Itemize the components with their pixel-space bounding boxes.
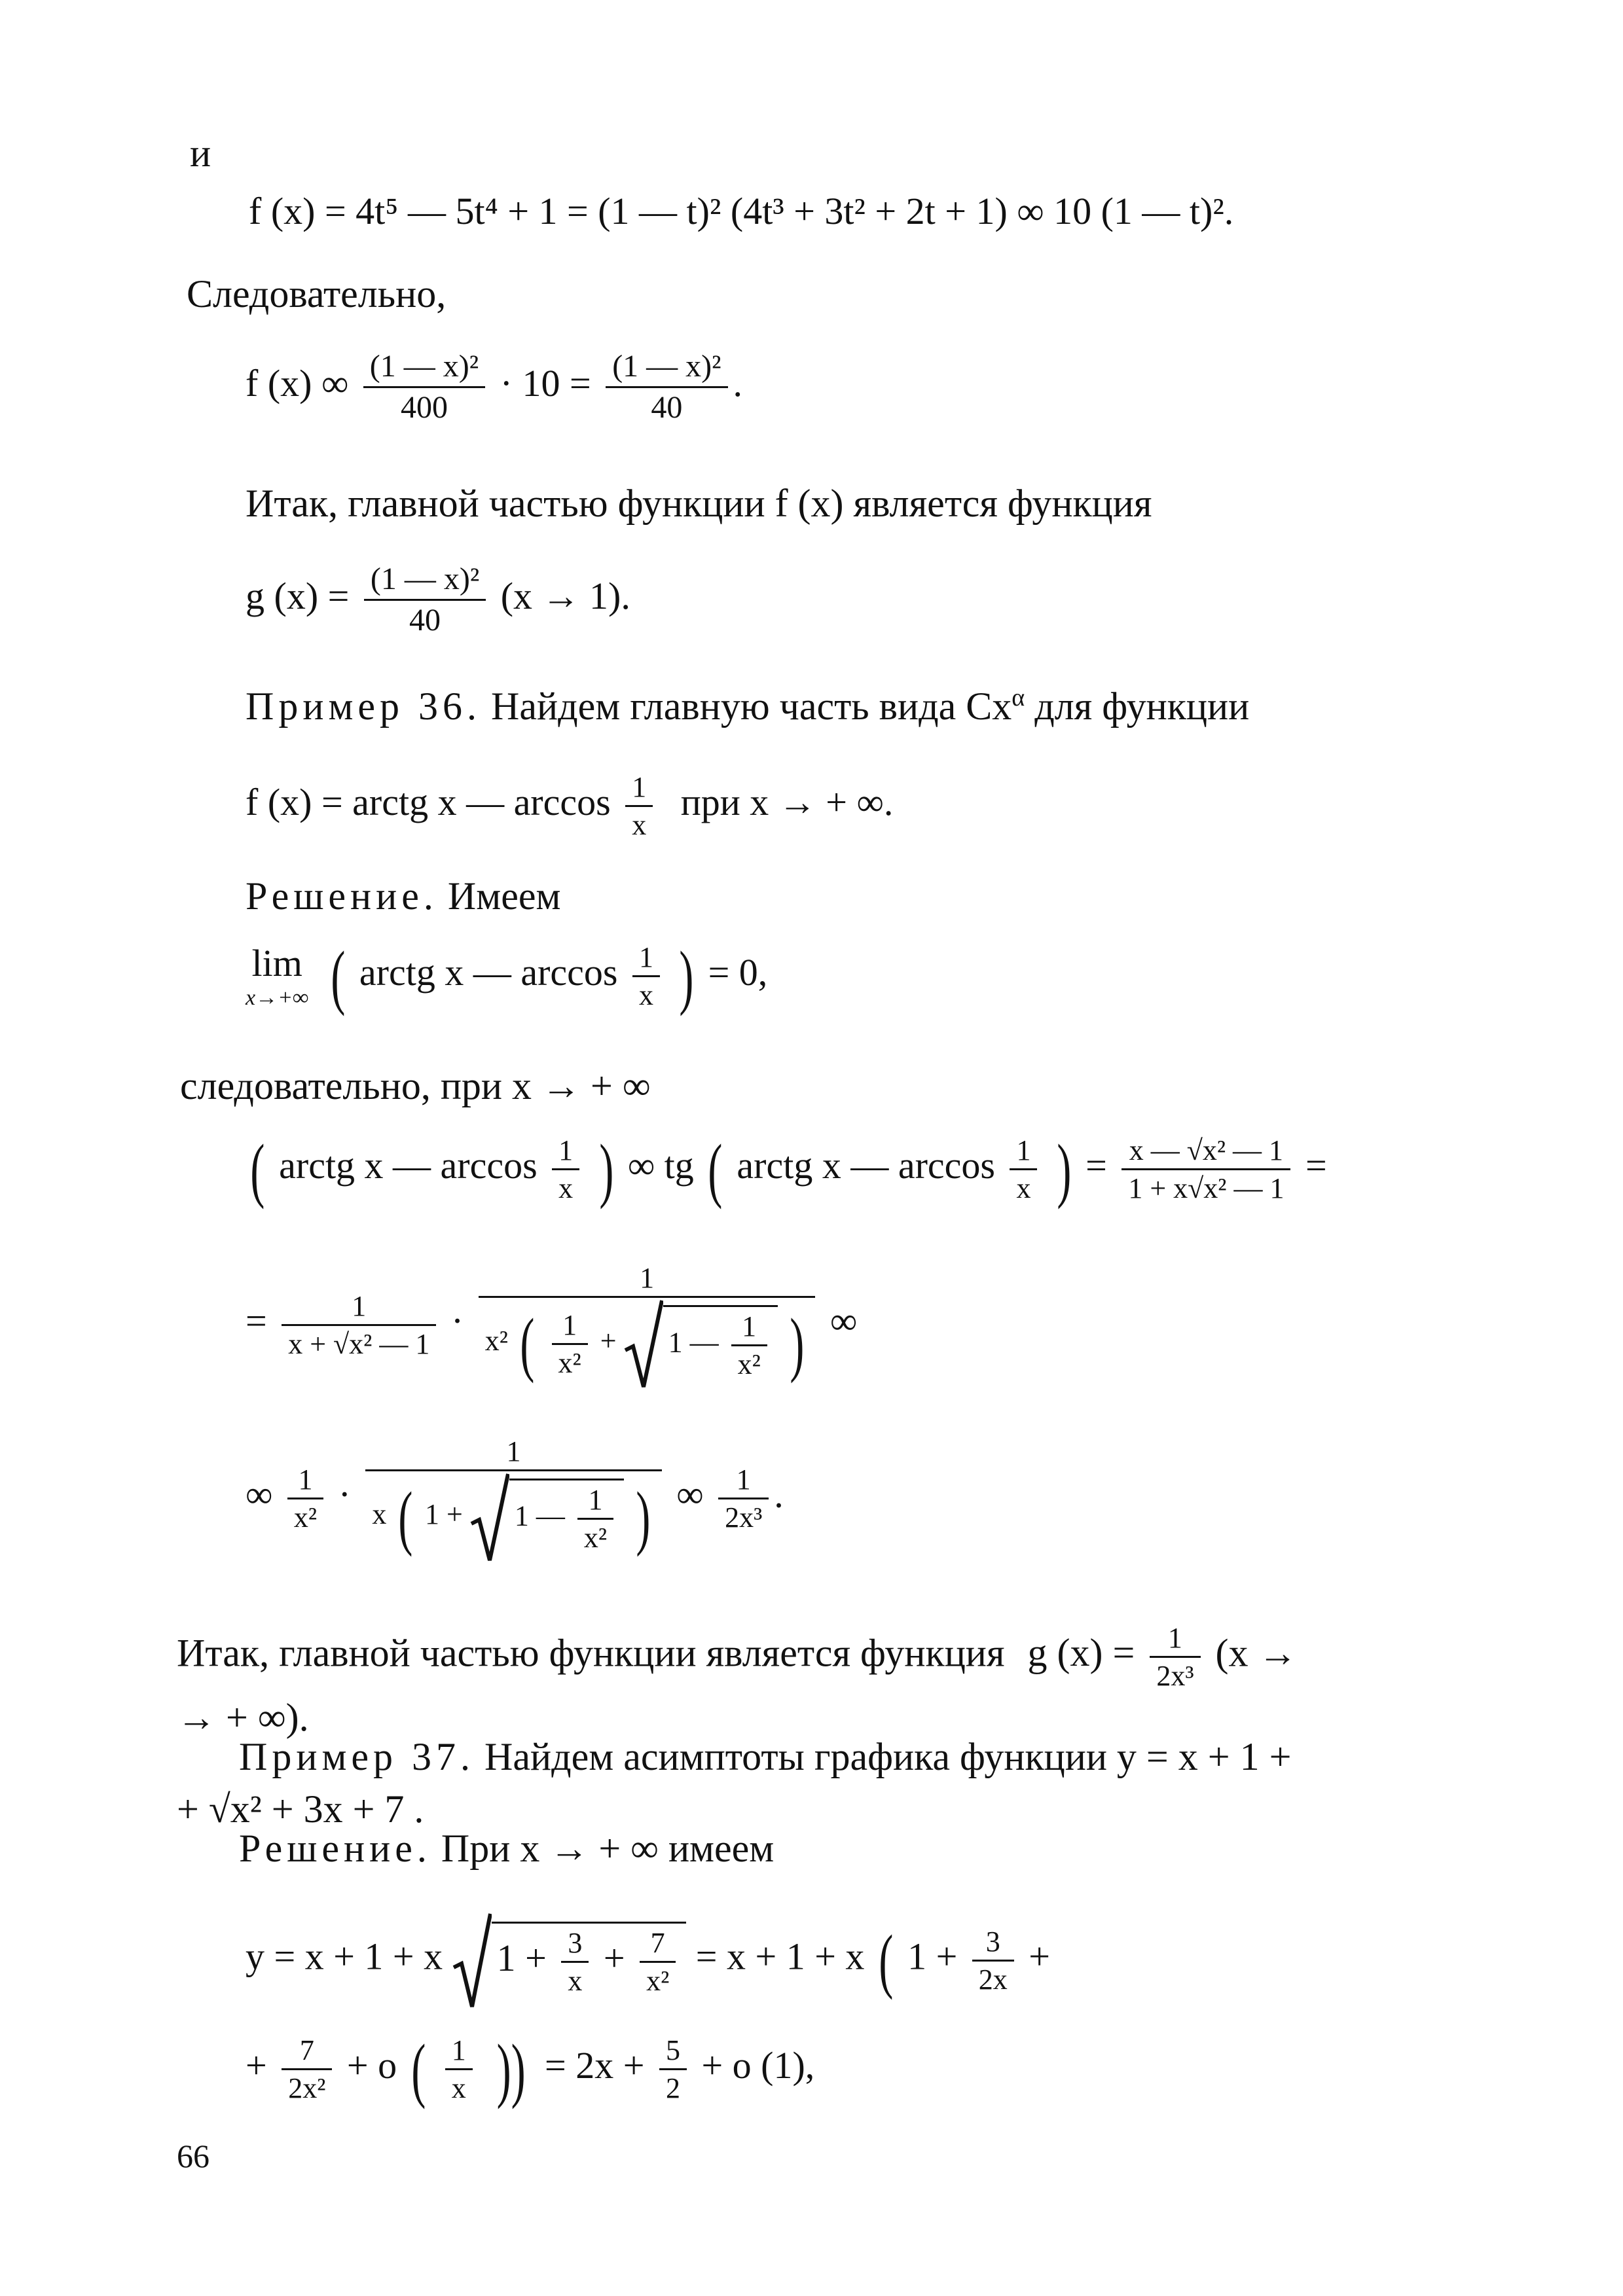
- y-plus-end: +: [1029, 1935, 1050, 1978]
- g2-fraction: [1150, 1620, 1200, 1694]
- formula-y-expansion: [246, 1911, 1050, 2009]
- y-frac-3: [972, 1924, 1014, 1998]
- formula-equivalence-2: [246, 1260, 857, 1390]
- solution-2-text: При x → + ∞ имеем: [441, 1827, 775, 1870]
- text-conclusion-2-tail: → + ∞).: [177, 1696, 309, 1739]
- limit-operator: [246, 942, 308, 1011]
- e2-one-minus: 1 —: [668, 1326, 719, 1359]
- y-frac-3-num: 3: [972, 1924, 1014, 1962]
- f36-fraction: [625, 769, 653, 843]
- solution-1-text: Имеем: [447, 874, 561, 918]
- e1-eq-2: =: [1305, 1143, 1327, 1187]
- y-rad-frac-1: [561, 1925, 589, 1999]
- y2-frac-1-den: 2x²: [288, 2072, 326, 2104]
- e1-arctg-2: arctg x — arccos: [737, 1143, 995, 1187]
- formula-limit: [246, 936, 768, 1016]
- e3-paren-close: ): [636, 1477, 651, 1557]
- g2-tail: (x →: [1215, 1631, 1298, 1675]
- e2-frac-1: [282, 1288, 436, 1362]
- text-consequently-at: следовательно, при x → + ∞: [180, 1064, 651, 1107]
- lim-tail: = 0,: [708, 950, 768, 994]
- f36-tail: при x → + ∞.: [680, 780, 894, 823]
- y2-frac-2-den: x: [451, 2072, 466, 2104]
- y-rad-plus: +: [603, 1936, 625, 1979]
- e2-frac-1-num: 1: [282, 1288, 436, 1326]
- y2-final: = 2x +: [545, 2043, 645, 2087]
- y-radical: [452, 1911, 687, 2009]
- f2-lhs: f (x) ∞: [246, 361, 349, 404]
- e3-paren-open: (: [398, 1477, 413, 1557]
- y-rad-frac-2-den: x²: [646, 1965, 670, 1997]
- formula-f-equivalence: f (x) ∞ $\frac{\text{(1 — x)²}}{400}$ · 10 = $\frac{\text{(1 — x)²}}{40}$ .: [246, 347, 742, 427]
- f36-lhs: f (x) = arctg x — arccos: [246, 780, 611, 823]
- y-eq: = x + 1 + x: [695, 1935, 865, 1978]
- e3-rad-num: 1: [577, 1482, 613, 1520]
- paren-open: (: [331, 936, 346, 1016]
- e1-frac-1: [552, 1132, 579, 1206]
- e3-frac-3-num: 1: [718, 1462, 769, 1499]
- y2-o: + o: [346, 2043, 397, 2087]
- text-and: и: [190, 132, 211, 175]
- f2-mid: · 10 =: [500, 361, 591, 404]
- formula-polynomial-expansion: f (x) = 4t⁵ — 5t⁴ + 1 = (1 — t)² (4t³ + 3t² + 2t + 1) ∞ 10 (1 — t)².: [249, 190, 1234, 232]
- example-36-tail: для функции: [1034, 685, 1250, 728]
- lim-word: lim: [251, 941, 302, 984]
- f2-fraction-40: [606, 347, 727, 427]
- solution-label-1: Решение.: [246, 874, 438, 918]
- e3-rad-frac: [577, 1482, 613, 1556]
- e3-radicand: [509, 1479, 624, 1556]
- e2-paren-close: ): [790, 1304, 805, 1384]
- e3-x: x: [372, 1498, 387, 1531]
- e2-radical: [624, 1298, 778, 1390]
- e1-paren-close-1: ): [599, 1129, 613, 1210]
- solution-37-heading: [239, 1826, 774, 1871]
- e2-frac-2-den: [479, 1298, 816, 1390]
- g2-den: 2x³: [1156, 1660, 1194, 1692]
- f2-fraction-400: [363, 347, 485, 427]
- e2-inner-num: 1: [552, 1307, 588, 1345]
- e2-inner-frac: [552, 1307, 588, 1381]
- formula-equivalence-3: ∞ $\frac{1}{\text{x²}}$ · 1 x ( 1 + 1 — $\frac{1}{\text{x²}}$ ) ∞ $\frac{1}{\text{2x³}}$ .: [246, 1433, 784, 1563]
- e1-eq-1: =: [1085, 1143, 1107, 1187]
- text-consequently: Следовательно,: [187, 272, 447, 315]
- e1-frac-3-den: 1 + x√x² — 1: [1128, 1172, 1285, 1204]
- y2-frac-1-num: 7: [282, 2032, 332, 2070]
- text-conclusion-2: [177, 1620, 1298, 1694]
- g1-denominator: 40: [409, 603, 441, 637]
- e3-frac-1: [287, 1462, 323, 1535]
- e2-plus: +: [600, 1325, 617, 1357]
- y-radicand: [492, 1922, 687, 1999]
- e1-paren-close-2: ): [1057, 1129, 1072, 1210]
- e3-frac-2: [365, 1433, 661, 1563]
- y2-paren-close: )): [496, 2029, 526, 2109]
- y2-frac-3: [659, 2032, 687, 2106]
- e3-radical: [470, 1471, 624, 1563]
- example-37-heading: [239, 1734, 1291, 1780]
- e1-frac-3: [1122, 1132, 1290, 1206]
- lim-body: arctg x — arccos: [359, 950, 618, 994]
- y-rad-frac-2-num: 7: [640, 1925, 676, 1963]
- solution-label-2: Решение.: [239, 1827, 431, 1870]
- formula-example-36-function: [246, 769, 893, 843]
- e2-dot: ·: [450, 1299, 464, 1342]
- e2-rad-num: 1: [731, 1308, 767, 1346]
- paren-close: ): [679, 936, 694, 1016]
- e1-frac-3-num: x — √x² — 1: [1122, 1132, 1290, 1170]
- y-rad-one-plus: 1 +: [496, 1936, 547, 1979]
- y2-paren-open: (: [410, 2029, 426, 2109]
- y-rad-frac-2: [640, 1925, 676, 1999]
- e3-frac-3: [718, 1462, 769, 1535]
- text-conclusion-1: Итак, главной частью функции f (x) является функция: [246, 482, 1152, 525]
- radical-sign-icon: [452, 1911, 492, 2009]
- y2-plus: +: [246, 2043, 267, 2087]
- e1-frac-2: [1010, 1132, 1037, 1206]
- g1-tail: (x → 1).: [500, 574, 630, 617]
- e3-frac-2-num: 1: [365, 1433, 661, 1471]
- f36-num: 1: [625, 769, 653, 807]
- e2-rad-frac: [731, 1308, 767, 1382]
- y-rad-frac-1-num: 3: [561, 1925, 589, 1963]
- e3-frac-1-num: 1: [287, 1462, 323, 1499]
- y-lhs: y = x + 1 + x: [246, 1935, 443, 1978]
- radical-sign-icon: [624, 1298, 663, 1390]
- lim-den: x: [638, 979, 653, 1011]
- lim-num: 1: [632, 939, 660, 977]
- f36-den: x: [632, 809, 647, 841]
- example-36-label: Пример 36.: [246, 685, 482, 728]
- example-37-label: Пример 37.: [239, 1735, 475, 1778]
- g1-numerator: (1 — x)²: [364, 560, 486, 601]
- formula-g-principal-part-1: [246, 560, 630, 640]
- e3-frac-1-den: x²: [293, 1501, 318, 1534]
- conclusion-2-text: Итак, главной частью функции является функция: [177, 1631, 1005, 1675]
- e3-sim-2: ∞: [676, 1473, 704, 1516]
- y2-frac-3-num: 5: [659, 2032, 687, 2070]
- e2-x2: x²: [484, 1325, 508, 1357]
- formula-equivalence-1: [246, 1129, 1327, 1210]
- e3-rad-den: x²: [583, 1522, 608, 1554]
- g1-fraction: [364, 560, 486, 640]
- e1-paren-open-1: (: [250, 1129, 265, 1210]
- page-number: 66: [177, 2138, 210, 2174]
- f2-numerator: (1 — x)²: [363, 347, 485, 388]
- e3-dot: ·: [338, 1473, 351, 1516]
- lim-subscript: x→+∞: [246, 986, 309, 1011]
- e1-tg: ∞ tg: [627, 1143, 694, 1187]
- formula-y-expansion-2: [246, 2029, 815, 2109]
- e2-eq: =: [246, 1299, 267, 1342]
- radical-sign-icon: [470, 1471, 509, 1563]
- e1-arctg-1: arctg x — arccos: [279, 1143, 538, 1187]
- e2-frac-2: [479, 1260, 816, 1390]
- e2-sim: ∞: [830, 1299, 858, 1342]
- e1-frac-2-den: x: [1016, 1172, 1031, 1204]
- f2-denominator-40: 40: [651, 390, 683, 425]
- e1-paren-open-2: (: [708, 1129, 723, 1210]
- f2-denominator-400: 400: [400, 390, 448, 425]
- e3-sim-1: ∞: [246, 1473, 273, 1516]
- g2-num: 1: [1150, 1620, 1200, 1658]
- f2-numerator-2: (1 — x)²: [606, 347, 727, 388]
- y-rad-frac-1-den: x: [568, 1965, 583, 1997]
- y-paren-open: (: [879, 1920, 894, 2000]
- lim-fraction: [632, 939, 660, 1013]
- example-36-text: Найдем главную часть вида Cx: [491, 685, 1012, 728]
- e3-frac-3-den: 2x³: [725, 1501, 763, 1534]
- e2-frac-2-num: 1: [479, 1260, 816, 1298]
- y2-frac-2: [445, 2032, 473, 2106]
- e2-frac-1-den: x + √x² — 1: [288, 1327, 430, 1360]
- example-37-text: Найдем асимптоты графика функции y = x + 1 +: [484, 1735, 1292, 1778]
- example-36-heading: [246, 684, 1249, 729]
- y2-frac-1: [282, 2032, 332, 2106]
- y2-o1: + o (1),: [701, 2043, 815, 2087]
- solution-36-heading: [246, 874, 560, 919]
- e2-rad-den: x²: [737, 1348, 761, 1380]
- e1-frac-1-den: x: [558, 1172, 574, 1204]
- e3-frac-2-den: [365, 1471, 661, 1563]
- example-36-alpha: α: [1012, 684, 1025, 711]
- e2-inner-den: x²: [558, 1346, 581, 1379]
- y2-frac-3-den: 2: [665, 2072, 680, 2104]
- e1-frac-2-num: 1: [1010, 1132, 1037, 1170]
- y-frac-3-den: 2x: [978, 1963, 1008, 1996]
- example-37-line-2: + √x² + 3x + 7 .: [177, 1787, 424, 1831]
- y2-frac-2-num: 1: [445, 2032, 473, 2070]
- e1-frac-1-num: 1: [552, 1132, 579, 1170]
- e3-one-minus: 1 —: [514, 1499, 565, 1532]
- y-one-plus: 1 +: [907, 1935, 958, 1978]
- g1-lhs: g (x) =: [246, 574, 350, 617]
- g2-lhs: g (x) =: [1027, 1631, 1135, 1675]
- e2-paren-open: (: [520, 1304, 535, 1384]
- e3-one-plus: 1 +: [425, 1498, 463, 1531]
- e2-radicand: [663, 1305, 778, 1382]
